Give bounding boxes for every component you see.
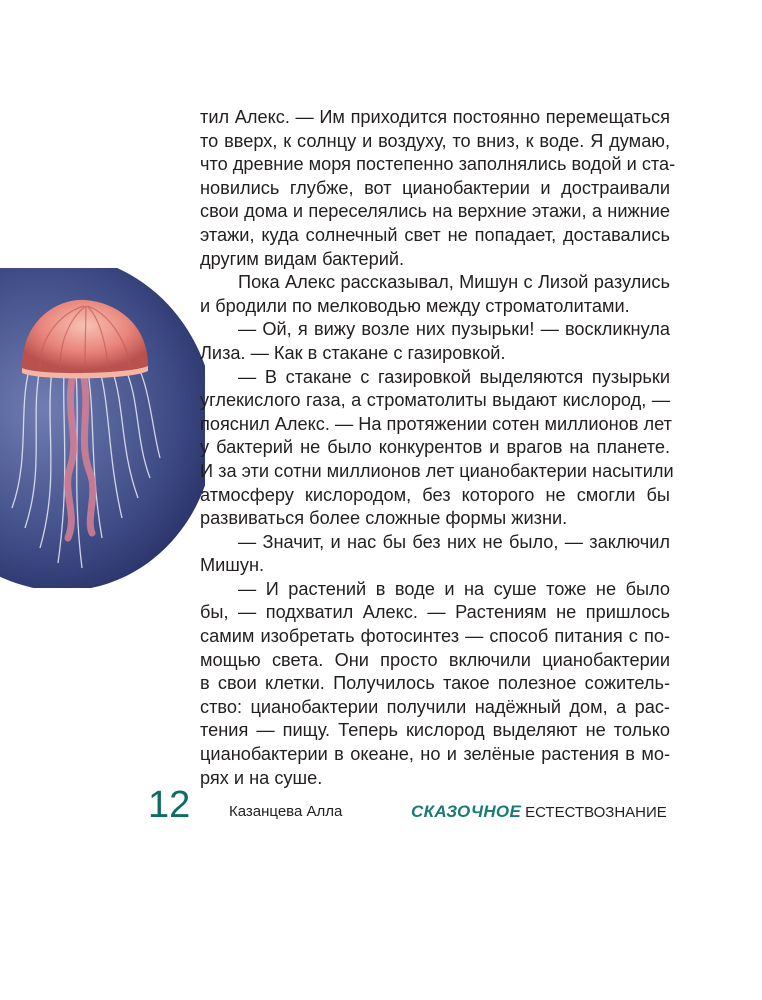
text-line: мощью света. Они просто включили цианобактерии xyxy=(200,649,670,670)
text-line: и бродили по мелководью между строматолитами. xyxy=(200,295,630,316)
jellyfish-illustration xyxy=(0,268,205,588)
text-line: другим видам бактерий. xyxy=(200,248,405,269)
text-line: Пока Алекс рассказывал, Мишун с Лизой разулись xyxy=(238,272,670,293)
text-line: то вверх, к солнцу и воздуху, то вниз, к воде. Я думаю, xyxy=(200,130,670,151)
text-line: цианобактерии в океане, но и зелёные растения в мо- xyxy=(200,744,670,765)
text-line: этажи, куда солнечный свет не попадает, доставались xyxy=(200,224,670,245)
text-line: — Значит, и нас бы без них не было, — заключил xyxy=(238,531,670,552)
body-text xyxy=(200,106,676,790)
author-name: Казанцева Алла xyxy=(229,803,343,820)
text-line: рях и на суше. xyxy=(200,767,323,788)
text-line: атмосферу кислородом, без которого не смогли бы xyxy=(200,484,670,505)
page-number: 12 xyxy=(148,784,191,826)
text-line: самим изобретать фотосинтез — способ питания с по- xyxy=(200,626,670,647)
series-title-rest: ЕСТЕСТВОЗНАНИЕ xyxy=(525,804,667,821)
text-line: свои дома и переселялись на верхние этажи, а нижние xyxy=(200,201,670,222)
text-line: у бактерий не было конкурентов и врагов на планете. xyxy=(200,437,670,458)
text-line: развиваться более сложные формы жизни. xyxy=(200,508,568,529)
text-line: бы, — подхватил Алекс. — Растениям не пришлось xyxy=(200,602,670,623)
text-line: пояснил Алекс. — На протяжении сотен миллионов лет xyxy=(200,413,672,434)
text-line: Лиза. — Как в стакане с газировкой. xyxy=(200,342,506,363)
series-title xyxy=(411,802,667,822)
text-line: — В стакане с газировкой выделяются пузырьки xyxy=(238,366,670,387)
text-line: в свои клетки. Получилось такое полезное сожитель- xyxy=(200,673,670,694)
text-line: тил Алекс. — Им приходится постоянно перемещаться xyxy=(200,107,670,127)
series-title-bold: СКАЗОЧНОЕ xyxy=(411,802,522,821)
text-line: И за эти сотни миллионов лет цианобактерии насытили xyxy=(200,460,674,481)
text-line: Мишун. xyxy=(200,555,265,576)
text-line: ство: цианобактерии получили надёжный дом, а рас- xyxy=(200,696,670,717)
text-line: тения — пищу. Теперь кислород выделяют не только xyxy=(200,720,670,741)
text-line: углекислого газа, а строматолиты выдают кислород, — xyxy=(200,390,670,411)
text-line: — И растений в воде и на суше тоже не было xyxy=(238,578,670,599)
text-line: новились глубже, вот цианобактерии и достраивали xyxy=(200,177,670,198)
text-line: что древние моря постепенно заполнялись водой и ста- xyxy=(200,154,676,175)
text-line: — Ой, я вижу возле них пузырьки! — воскликнула xyxy=(238,319,670,340)
